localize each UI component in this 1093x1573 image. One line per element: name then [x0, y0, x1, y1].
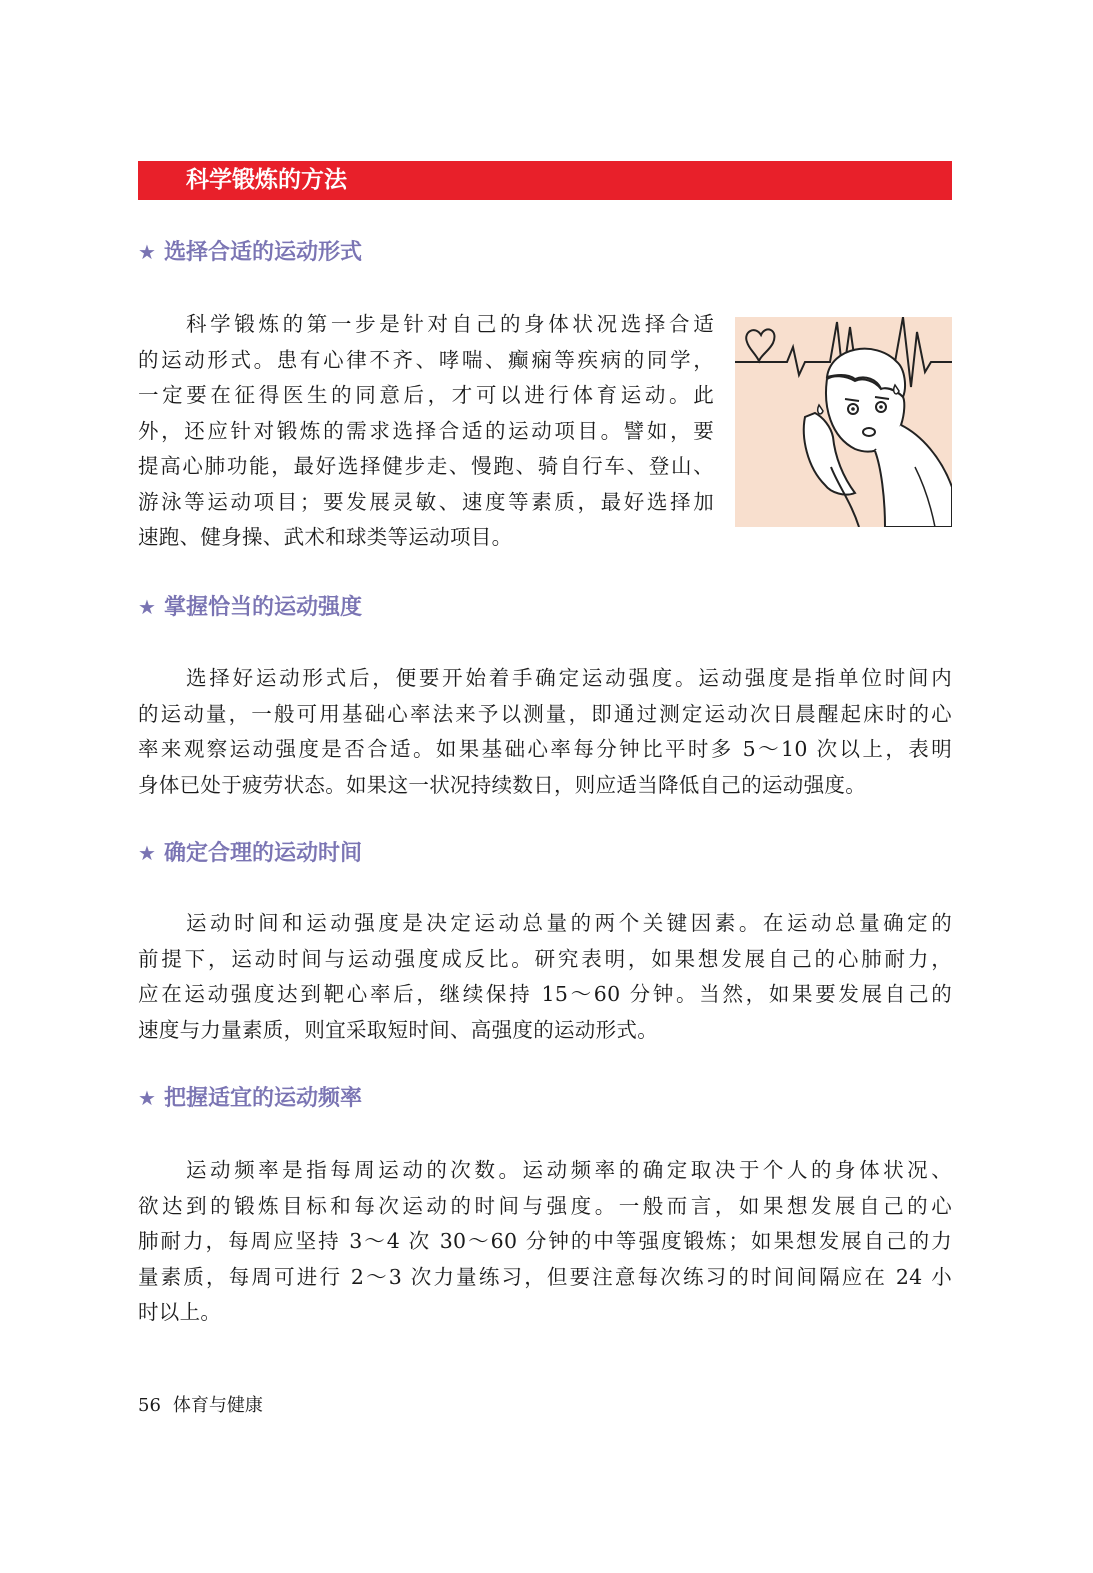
text-line: 率来观察运动强度是否合适。如果基础心率每分钟比平时多 5～10 次以上，表明	[138, 737, 952, 761]
paragraph-exercise-frequency	[138, 1153, 952, 1331]
section-banner	[138, 161, 952, 200]
text-line: 选择好运动形式后，便要开始着手确定运动强度。运动强度是指单位时间内	[186, 666, 952, 690]
text-line: 速度与力量素质，则宜采取短时间、高强度的运动形式。	[138, 1017, 658, 1042]
page-footer	[138, 1392, 263, 1420]
text-line: 速跑、健身操、武术和球类等运动项目。	[138, 525, 513, 549]
star-icon: ★	[138, 595, 156, 619]
paragraph-exercise-intensity	[138, 661, 952, 803]
heading-exercise-frequency: ★ 把握适宜的运动频率	[138, 1086, 362, 1111]
banner-title: 科学锻炼的方法	[186, 167, 347, 193]
heading-exercise-intensity: ★ 掌握恰当的运动强度	[138, 595, 362, 620]
text-line: 游泳等运动项目；要发展灵敏、速度等素质，最好选择加	[138, 489, 714, 514]
text-line: 科学锻炼的第一步是针对自己的身体状况选择合适	[186, 312, 714, 336]
heading-exercise-duration: ★ 确定合理的运动时间	[138, 841, 362, 866]
text-line: 身体已处于疲劳状态。如果这一状况持续数日，则应适当降低自己的运动强度。	[138, 772, 866, 797]
text-line: 运动时间和运动强度是决定运动总量的两个关键因素。在运动总量确定的	[186, 911, 952, 935]
heading-exercise-form: ★ 选择合适的运动形式	[138, 240, 362, 265]
text-line: 的运动形式。患有心律不齐、哮喘、癫痫等疾病的同学，	[138, 347, 714, 372]
text-line: 欲达到的锻炼目标和每次运动的时间与强度。一般而言，如果想发展自己的心	[138, 1193, 952, 1218]
text-line: 一定要在征得医生的同意后，才可以进行体育运动。此	[138, 383, 714, 407]
text-line: 提高心肺功能，最好选择健步走、慢跑、骑自行车、登山、	[138, 454, 714, 478]
star-icon: ★	[138, 1086, 156, 1110]
page-number: 56	[138, 1395, 161, 1416]
text-line: 量素质，每周可进行 2～3 次力量练习，但要注意每次练习的时间间隔应在 24 小	[138, 1264, 952, 1289]
star-icon: ★	[138, 841, 156, 865]
text-line: 的运动量，一般可用基础心率法来予以测量，即通过测定运动次日晨醒起床时的心	[138, 701, 952, 726]
text-line: 外，还应针对锻炼的需求选择合适的运动项目。譬如，要	[138, 418, 714, 443]
text-line: 时以上。	[138, 1300, 222, 1324]
tired-boy-heartbeat-illustration	[735, 317, 952, 527]
book-title: 体育与健康	[172, 1395, 263, 1416]
text-line: 应在运动强度达到靶心率后，继续保持 15～60 分钟。当然，如果要发展自己的	[138, 982, 952, 1006]
text-line: 前提下，运动时间与运动强度成反比。研究表明，如果想发展自己的心肺耐力，	[138, 946, 952, 971]
star-icon: ★	[138, 240, 156, 264]
paragraph-exercise-form	[138, 307, 714, 556]
text-line: 肺耐力，每周应坚持 3～4 次 30～60 分钟的中等强度锻炼；如果想发展自己的力	[138, 1229, 952, 1253]
paragraph-exercise-duration	[138, 906, 952, 1048]
text-line: 运动频率是指每周运动的次数。运动频率的确定取决于个人的身体状况、	[186, 1158, 952, 1182]
